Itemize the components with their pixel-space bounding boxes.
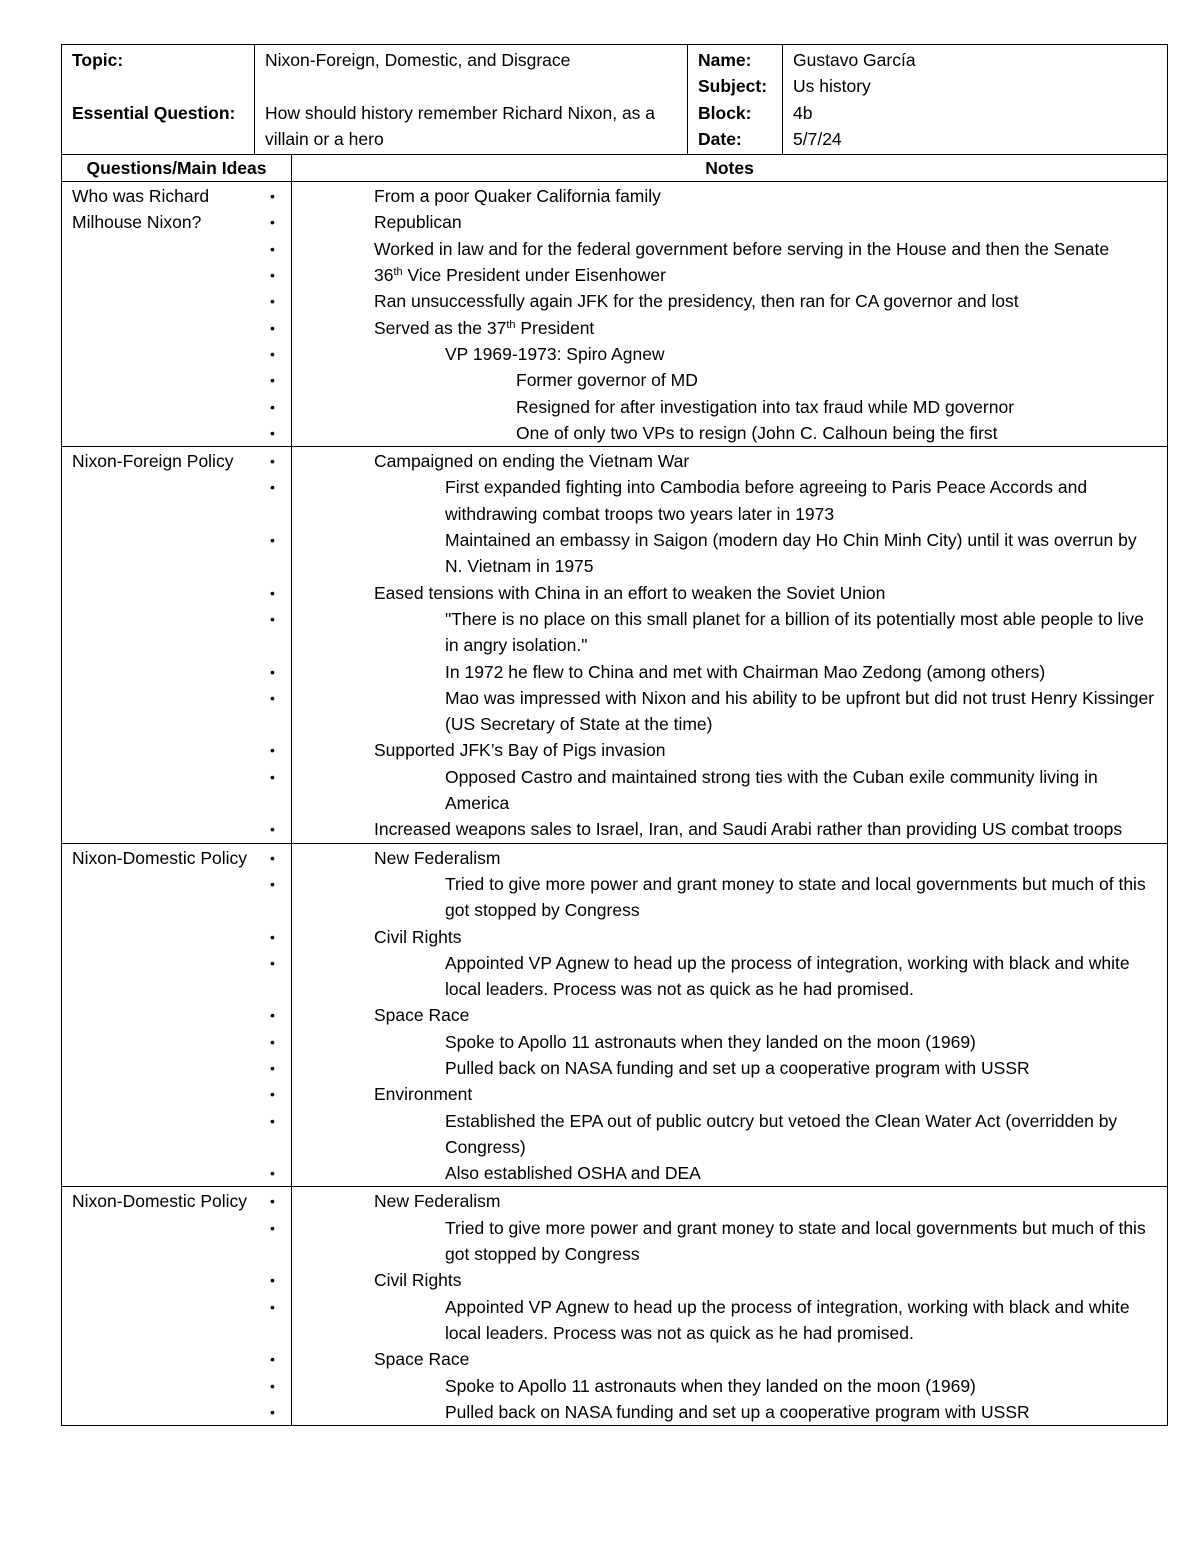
- note-item-level-2: [302, 950, 1157, 1003]
- sections-body: [62, 182, 1168, 1426]
- note-text: Opposed Castro and maintained strong ties with the Cuban exile community living in America: [445, 766, 1098, 814]
- note-text: Appointed VP Agnew to head up the process of integration, working with black and white local leaders. Process was not as quick as he had promised.: [445, 1296, 1130, 1343]
- cornell-notes-page: [61, 44, 1167, 1426]
- note-text: Maintained an embassy in Saigon (modern day Ho Chin Minh City) until it was overrun by N. Vietnam in 1975: [445, 530, 1137, 577]
- note-item-level-2: [302, 1055, 1157, 1081]
- notes-list: [302, 845, 1157, 1187]
- date-value: 5/7/24: [793, 128, 842, 149]
- note-item-level-1: [302, 236, 1157, 262]
- notes-list: [302, 183, 1157, 446]
- note-text: Appointed VP Agnew to head up the process of integration, working with black and white local leaders. Process was not as quick as he had promised.: [445, 952, 1130, 1000]
- section-row: [62, 447, 1168, 843]
- note-text: Civil Rights: [374, 926, 462, 947]
- note-item-level-2: [302, 1373, 1157, 1399]
- section-question: Nixon-Foreign Policy: [62, 447, 292, 843]
- note-item-level-2: [302, 659, 1157, 685]
- note-text: Tried to give more power and grant money to state and local governments but much of this got stopped by Congress: [445, 873, 1146, 921]
- note-item-level-2: [302, 1294, 1157, 1347]
- note-text: Former governor of MD: [516, 370, 698, 391]
- note-item-level-1: [302, 1002, 1157, 1028]
- note-text: Spoke to Apollo 11 astronauts when they landed on the moon (1969): [445, 1031, 976, 1052]
- note-item-level-1: [302, 288, 1157, 314]
- note-text: Increased weapons sales to Israel, Iran, and Saudi Arabi rather than providing US combat troops: [374, 819, 1123, 840]
- essential-question-value: How should history remember Richard Nixon, as a villain or a hero: [265, 102, 656, 149]
- note-item-level-1: [302, 845, 1157, 871]
- note-item-level-1: [302, 209, 1157, 235]
- note-item-level-2: [302, 474, 1157, 527]
- note-text: Served as the 37: [374, 317, 507, 338]
- section-question: Nixon-Domestic Policy: [62, 1187, 292, 1426]
- essential-question-label: Essential Question:: [72, 102, 236, 123]
- notes-table: [61, 44, 1168, 1426]
- note-item-level-2: [302, 527, 1157, 580]
- note-text: Campaigned on ending the Vietnam War: [374, 451, 690, 472]
- note-text: In 1972 he flew to China and met with Chairman Mao Zedong (among others): [445, 661, 1046, 682]
- date-label: Date:: [698, 128, 742, 149]
- header-meta-values-cell: [783, 45, 1168, 155]
- note-item-level-1: [302, 183, 1157, 209]
- note-text: Established the EPA out of public outcry but vetoed the Clean Water Act (overridden by Congress): [445, 1110, 1118, 1157]
- note-item-level-2: [302, 606, 1157, 659]
- note-text: Pulled back on NASA funding and set up a cooperative program with USSR: [445, 1401, 1030, 1422]
- note-text: Eased tensions with China in an effort to weaken the Soviet Union: [374, 582, 886, 603]
- note-text: Supported JFK’s Bay of Pigs invasion: [374, 740, 666, 761]
- subject-value: Us history: [793, 76, 871, 97]
- note-item-level-2: [302, 764, 1157, 817]
- section-row: [62, 843, 1168, 1187]
- note-item-level-2: [302, 1029, 1157, 1055]
- name-value: Gustavo García: [793, 50, 916, 70]
- note-text: Civil Rights: [374, 1270, 462, 1291]
- note-text: Ran unsuccessfully again JFK for the presidency, then ran for CA governor and lost: [374, 291, 1019, 312]
- note-item-level-2: [302, 1399, 1157, 1425]
- note-item-level-3: [302, 394, 1157, 420]
- questions-column-header: Questions/Main Ideas: [62, 155, 292, 182]
- header-values-cell: [255, 45, 688, 155]
- note-item-level-1: [302, 448, 1157, 474]
- note-item-level-1: [302, 1081, 1157, 1107]
- note-item-level-3: [302, 367, 1157, 393]
- note-item-level-1: [302, 1346, 1157, 1372]
- header-labels-cell: [62, 45, 255, 155]
- note-text: VP 1969-1973: Spiro Agnew: [445, 343, 665, 364]
- note-text: Spoke to Apollo 11 astronauts when they landed on the moon (1969): [445, 1375, 976, 1396]
- note-text: New Federalism: [374, 847, 501, 868]
- note-text-continued: President: [515, 317, 595, 338]
- subject-label: Subject:: [698, 76, 768, 97]
- note-item-level-2: [302, 871, 1157, 924]
- note-text: Resigned for after investigation into tax fraud while MD governor: [516, 396, 1015, 417]
- note-text: From a poor Quaker California family: [374, 186, 661, 207]
- note-item-level-1: [302, 924, 1157, 950]
- column-header-row: [62, 155, 1168, 182]
- section-notes: [292, 843, 1168, 1187]
- block-value: 4b: [793, 102, 813, 123]
- note-item-level-1: [302, 262, 1157, 288]
- note-text: Space Race: [374, 1349, 470, 1370]
- notes-list: [302, 1188, 1157, 1425]
- section-notes: [292, 447, 1168, 843]
- section-question: Nixon-Domestic Policy: [62, 843, 292, 1187]
- note-text: Also established OSHA and DEA: [445, 1163, 701, 1184]
- header-meta-labels-cell: [688, 45, 783, 155]
- note-item-level-1: [302, 315, 1157, 341]
- notes-list: [302, 448, 1157, 842]
- note-item-level-2: [302, 1108, 1157, 1161]
- note-text: Pulled back on NASA funding and set up a cooperative program with USSR: [445, 1057, 1030, 1078]
- note-text: Worked in law and for the federal government before serving in the House and then the Senate: [374, 238, 1110, 259]
- note-text: Mao was impressed with Nixon and his ability to be upfront but did not trust Henry Kissinger (US Secretary of State at the time): [445, 687, 1155, 735]
- section-notes: [292, 1187, 1168, 1426]
- note-text: Environment: [374, 1084, 473, 1105]
- section-notes: [292, 182, 1168, 447]
- note-text: One of only two VPs to resign (John C. Calhoun being the first: [516, 422, 998, 443]
- note-text: Space Race: [374, 1005, 470, 1026]
- note-item-level-3: [302, 420, 1157, 446]
- note-item-level-1: [302, 737, 1157, 763]
- note-text: Republican: [374, 212, 462, 233]
- topic-label: Topic:: [72, 50, 124, 70]
- section-row: [62, 1187, 1168, 1426]
- note-item-level-2: [302, 341, 1157, 367]
- note-item-level-2: [302, 1215, 1157, 1268]
- note-superscript: th: [506, 318, 516, 331]
- header-row: [62, 45, 1168, 155]
- topic-value: Nixon-Foreign, Domestic, and Disgrace: [265, 50, 571, 70]
- note-text: "There is no place on this small planet for a billion of its potentially most able people to live in angry isolation.": [445, 608, 1144, 656]
- note-text: Tried to give more power and grant money to state and local governments but much of this got stopped by Congress: [445, 1217, 1146, 1265]
- note-text-continued: Vice President under Eisenhower: [402, 265, 666, 286]
- note-item-level-1: [302, 580, 1157, 606]
- section-question: Who was Richard Milhouse Nixon?: [62, 182, 292, 447]
- note-item-level-1: [302, 1267, 1157, 1293]
- block-label: Block:: [698, 102, 752, 123]
- note-superscript: th: [393, 266, 403, 279]
- notes-column-header: Notes: [292, 155, 1168, 182]
- note-text: First expanded fighting into Cambodia before agreeing to Paris Peace Accords and withdrawing combat troops two years later in 1973: [445, 477, 1088, 524]
- note-text: New Federalism: [374, 1191, 501, 1212]
- name-label: Name:: [698, 50, 752, 70]
- note-item-level-2: [302, 685, 1157, 738]
- note-item-level-1: [302, 816, 1157, 842]
- note-item-level-1: [302, 1188, 1157, 1214]
- section-row: [62, 182, 1168, 447]
- note-item-level-2: [302, 1160, 1157, 1186]
- note-text: 36: [374, 265, 394, 286]
